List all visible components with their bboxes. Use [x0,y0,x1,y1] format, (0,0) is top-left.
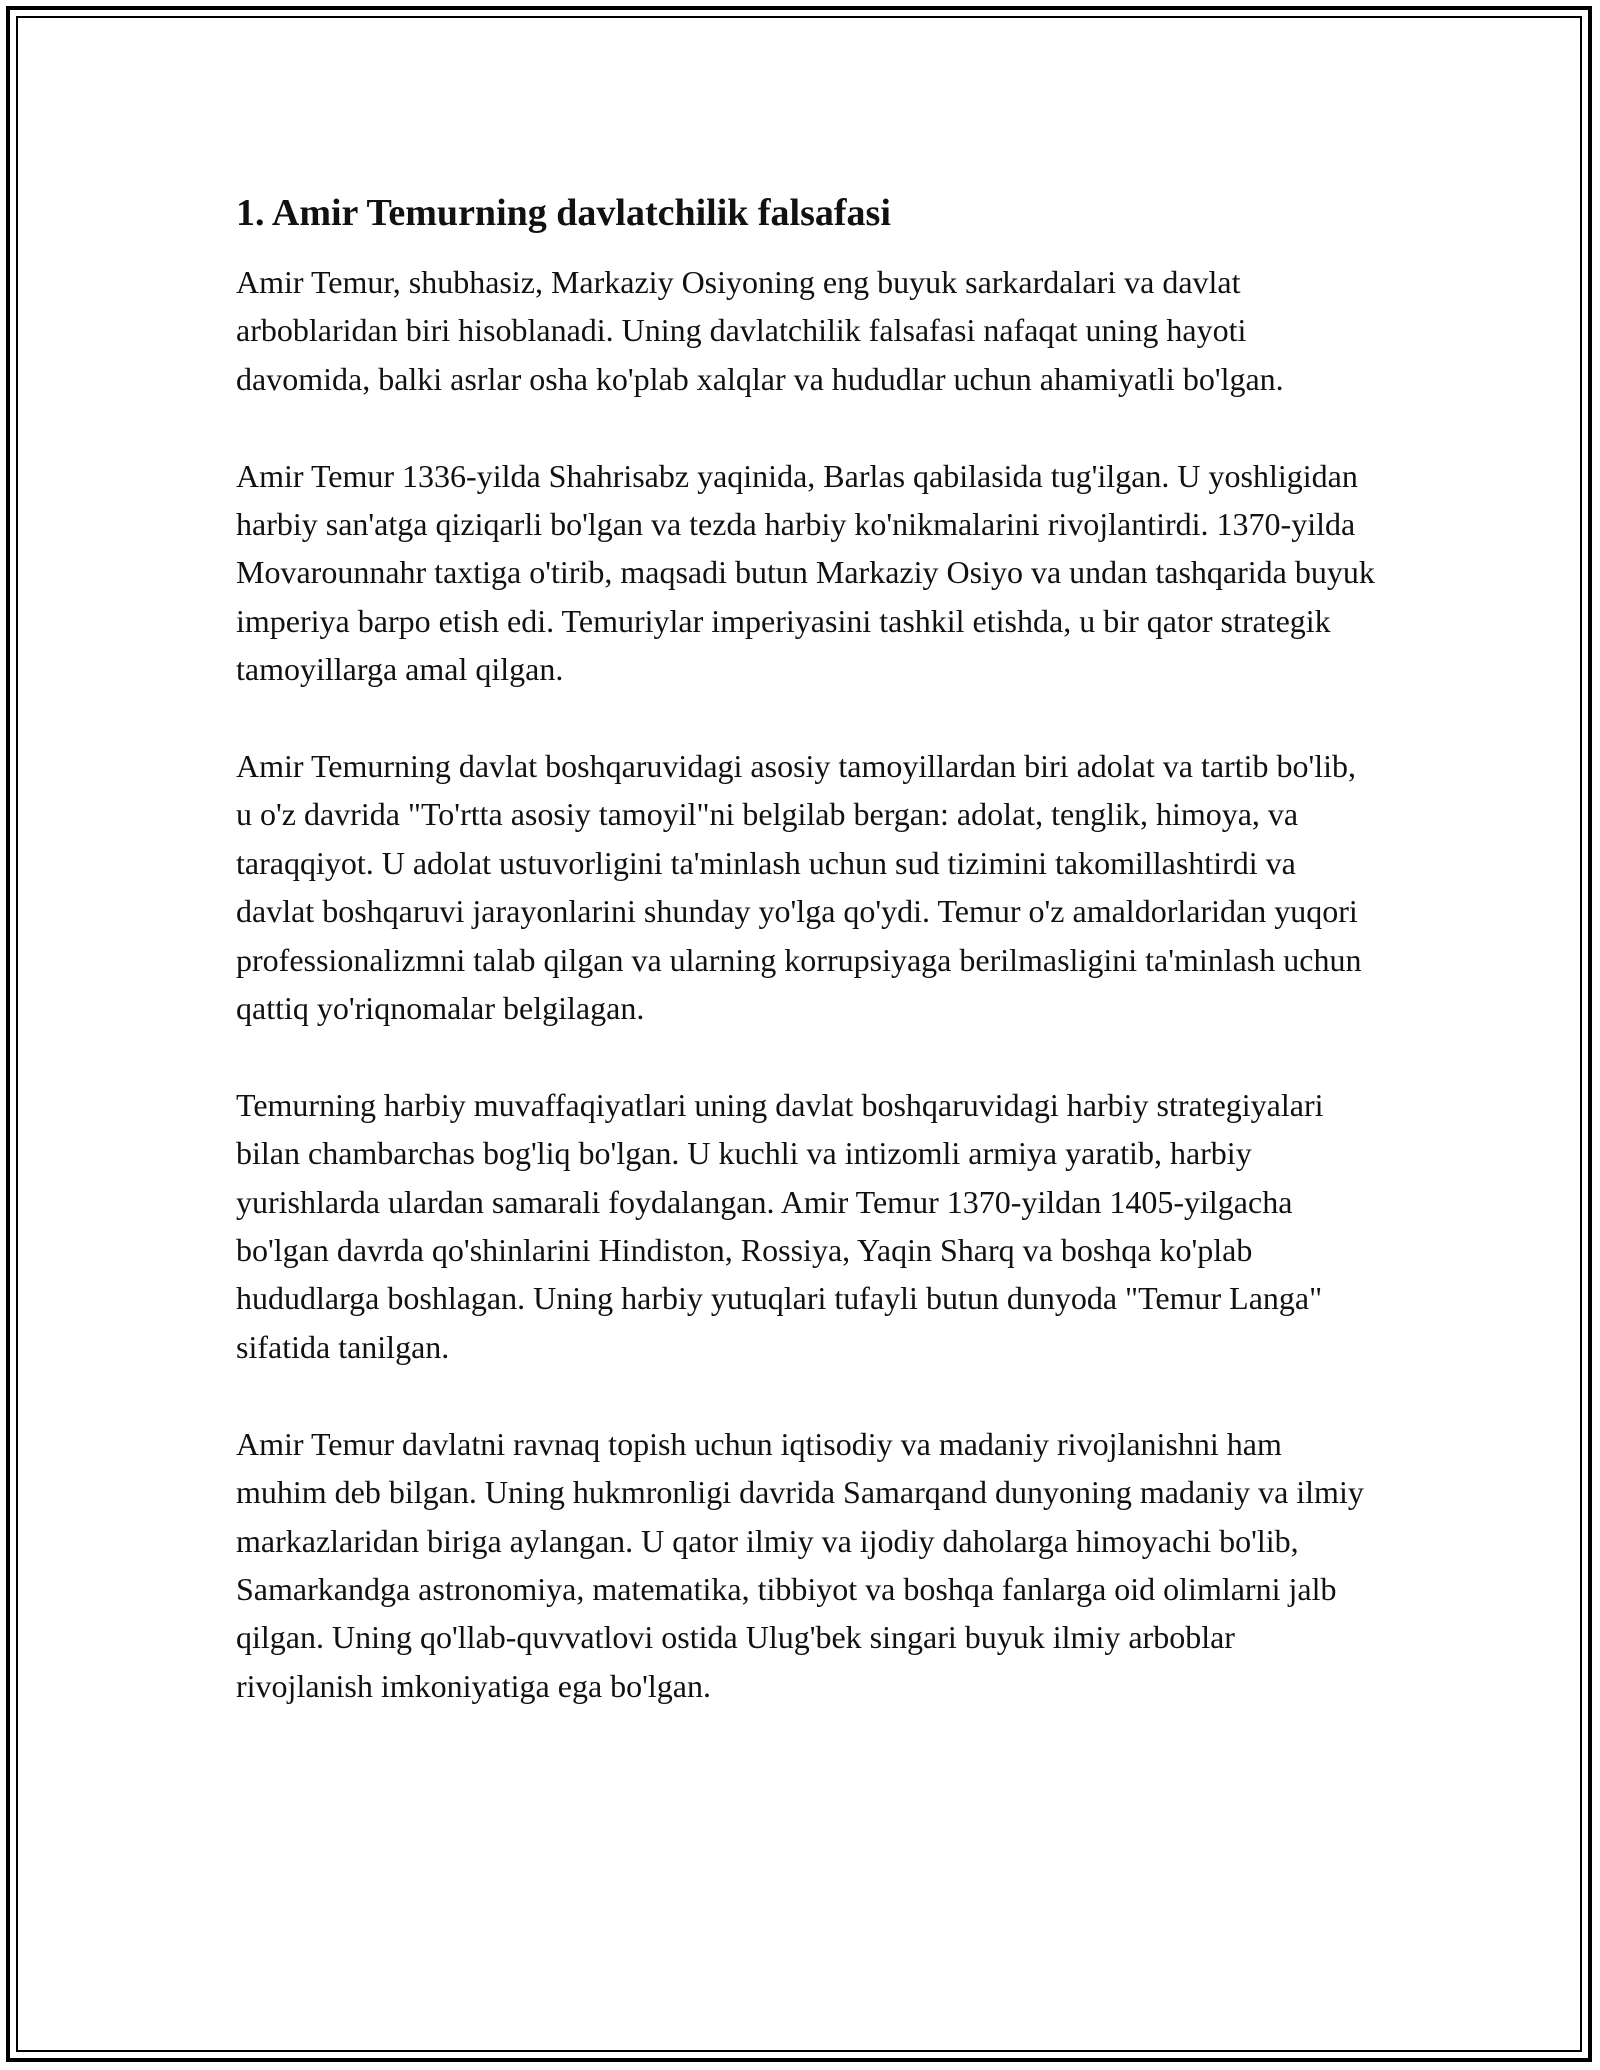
section-heading: 1. Amir Temurning davlatchilik falsafasi [236,192,891,234]
document-body [236,188,1376,1710]
paragraph-2: Amir Temur 1336-yilda Shahrisabz yaqinida, Barlas qabilasida tug'ilgan. U yoshligidan harbiy san'atga qiziqarli bo'lgan va tezda harbiy ko'nikmalarini rivojlantirdi. 1370-yilda Movarounnahr taxtiga o'tirib, maqsadi butun Markaziy Osiyo va undan tashqarida buyuk imperiya barpo etish edi. Temuriylar imperiyasini tashkil etishda, u bir qator strategik tamoyillarga amal qilgan. [236,457,1375,688]
paragraph-4: Temurning harbiy muvaffaqiyatlari uning davlat boshqaruvidagi harbiy strategiyalari bilan chambarchas bog'liq bo'lgan. U kuchli va intizomli armiya yaratib, harbiy yurishlarda ulardan samarali foydalangan. Amir Temur 1370-yildan 1405-yilgacha bo'lgan davrda qo'shinlarini Hindiston, Rossiya, Yaqin Sharq va boshqa ko'plab hududlarga boshlagan. Uning harbiy yutuqlari tufayli butun dunyoda "Temur Langa" sifatida tanilgan. [236,1086,1324,1365]
paragraph-1: Amir Temur, shubhasiz, Markaziy Osiyoning eng buyuk sarkardalari va davlat arboblaridan biri hisoblanadi. Uning davlatchilik falsafasi nafaqat uning hayoti davomida, balki asrlar osha ko'plab xalqlar va hududlar uchun ahamiyatli bo'lgan. [236,264,1284,397]
paragraph-5: Amir Temur davlatni ravnaq topish uchun iqtisodiy va madaniy rivojlanishni ham muhim deb bilgan. Uning hukmronligi davrida Samarqand dunyoning madaniy va ilmiy markazlaridan biriga aylangan. U qator ilmiy va ijodiy daholarga himoyachi bo'lib, Samarkandga astronomiya, matematika, tibbiyot va boshqa fanlarga oid olimlarni jalb qilgan. Uning qo'llab-quvvatlovi ostida Ulug'bek singari buyuk ilmiy arboblar rivojlanish imkoniyatiga ega bo'lgan. [236,1425,1364,1704]
paragraph-3: Amir Temurning davlat boshqaruvidagi asosiy tamoyillardan biri adolat va tartib bo'lib, u o'z davrida "To'rtta asosiy tamoyil"ni belgilab bergan: adolat, tenglik, himoya, va taraqqiyot. U adolat ustuvorligini ta'minlash uchun sud tizimini takomillashtirdi va davlat boshqaruvi jarayonlarini shunday yo'lga qo'ydi. Temur o'z amaldorlaridan yuqori professionalizmni talab qilgan va ularning korrupsiyaga berilmasligini ta'minlash uchun qattiq yo'riqnomalar belgilagan. [236,748,1362,1027]
